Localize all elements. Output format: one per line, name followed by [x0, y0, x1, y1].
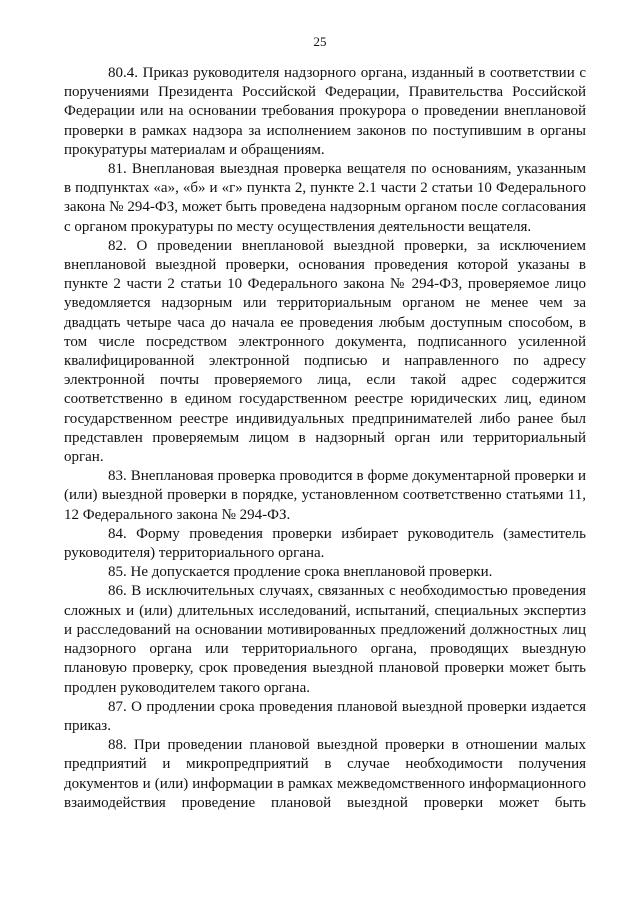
document-body: [64, 64, 586, 813]
page-number: 25: [313, 34, 327, 49]
paragraph-88: 88. При проведении плановой выездной проверки в отношении малых предприятий и микропредприятий в случае необходимости получения документов и (или) информации в рамках межведомственного информационного взаимодействия проведение плановой выездной проверки может быть: [64, 737, 586, 811]
paragraph-83: 83. Внеплановая проверка проводится в форме документарной проверки и (или) выездной проверки в порядке, установленном соответственно статьями 11, 12 Федерального закона № 294-ФЗ.: [64, 468, 586, 523]
paragraph-82: 82. О проведении внеплановой выездной проверки, за исключением внеплановой выездной проверки, основания проведения которой указаны в пункте 2 части 2 статьи 10 Федерального закона № 294-ФЗ, проверяемое лицо уведомляется надзорным или территориальным органом не менее чем за двадцать четыре часа до начала ее проведения любым доступным способом, в том числе посредством электронного документа, подписанного усиленной квалифицированной электронной подписью и направленного по адресу электронной почты проверяемого лица, если такой адрес содержится соответственно в едином государственном реестре юридических лиц, едином государственном реестре индивидуальных предпринимателей либо ранее был представлен проверяемым лицом в надзорный орган или территориальный орган.: [64, 237, 586, 466]
paragraph-81: 81. Внеплановая выездная проверка вещателя по основаниям, указанным в подпунктах «а», «б» и «г» пункта 2, пункте 2.1 части 2 статьи 10 Федерального закона № 294-ФЗ, может быть проведена надзорным органом после согласования с органом прокуратуры по месту осуществления деятельности вещателя.: [64, 161, 586, 235]
paragraph-85: 85. Не допускается продление срока внеплановой проверки.: [108, 564, 493, 581]
paragraph-80-4: 80.4. Приказ руководителя надзорного органа, изданный в соответствии с поручениями Президента Российской Федерации, Правительства Российской Федерации или на основании требования прокурора о проведении внеплановой проверки в рамках надзора за исполнением законов по поступившим в органы прокуратуры материалам и обращениям.: [64, 65, 586, 158]
paragraph-84: 84. Форму проведения проверки избирает руководитель (заместитель руководителя) территориального органа.: [64, 525, 586, 562]
paragraph-86: 86. В исключительных случаях, связанных с необходимостью проведения сложных и (или) длительных исследований, испытаний, специальных экспертиз и расследований на основании мотивированных предложений должностных лиц надзорного органа или территориального органа, проводящих выездную плановую проверку, срок проведения выездной плановой проверки может быть продлен руководителем такого органа.: [64, 583, 586, 696]
paragraph-87: 87. О продлении срока проведения плановой выездной проверки издается приказ.: [64, 698, 586, 734]
